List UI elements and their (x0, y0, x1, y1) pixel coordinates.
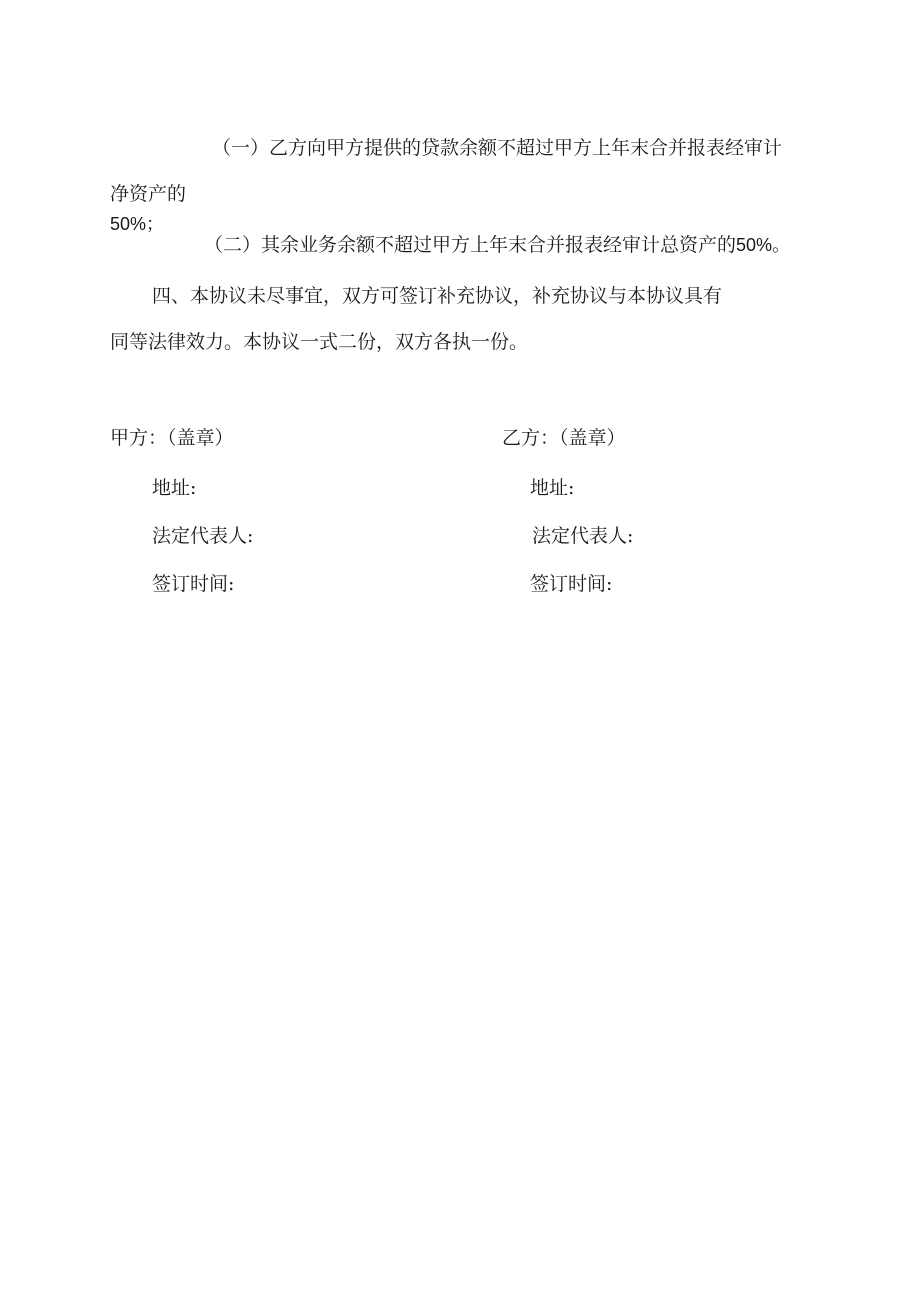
party-a-address-label: 地址: (152, 477, 197, 499)
clause-2 (204, 233, 790, 257)
clause-1-line-1: （一）乙方向甲方提供的贷款余额不超过甲方上年末合并报表经审计 (212, 137, 783, 159)
party-a-rep-label: 法定代表人: (152, 525, 254, 547)
party-b-title: 乙方：（盖章） (502, 427, 626, 449)
party-a-title: 甲方：（盖章） (110, 427, 234, 449)
clause-4-line-1: 四、本协议未尽事宜，双方可签订补充协议，补充协议与本协议具有 (152, 285, 723, 307)
clause-1-line-3: 50%； (110, 214, 165, 234)
party-b-address-label: 地址: (530, 477, 575, 499)
clause-1-line-2: 净资产的 (110, 183, 187, 205)
party-b-rep-label: 法定代表人: (532, 525, 634, 547)
party-b-date-label: 签订时间: (530, 573, 613, 595)
clause-2-percent: 50%。 (736, 235, 791, 255)
party-a-date-label: 签订时间: (152, 573, 235, 595)
clause-2-text: （二）其余业务余额不超过甲方上年末合并报表经审计总资产的 (204, 234, 737, 256)
clause-4-line-2: 同等法律效力。本协议一式二份，双方各执一份。 (110, 331, 529, 353)
